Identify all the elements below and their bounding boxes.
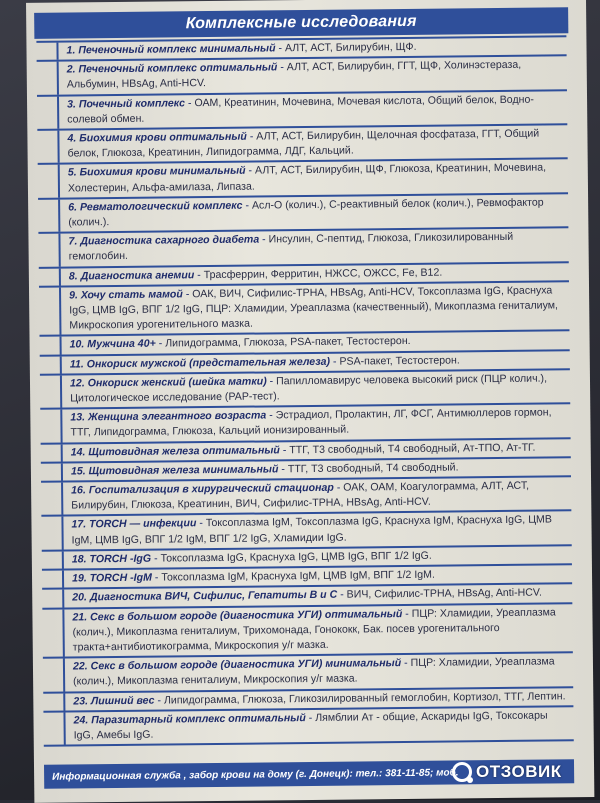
title-separator: - bbox=[196, 517, 206, 530]
test-package-contents: ПЦР: Хламидии, Уреаплазма (колич.), Микоплазма гениталиум, Трихомонада, Гонококк, Бак. посев урогенитального тракта+антибиотикограмма, Микроскопия у/г мазка. bbox=[72, 605, 556, 654]
title-separator: - bbox=[182, 288, 193, 301]
test-package-title: 22. Секс в большом городе (диагностика УГИ) минимальный bbox=[72, 657, 402, 673]
test-package-title: 18. TORCH -IgG bbox=[71, 552, 152, 566]
title-separator: - bbox=[266, 409, 276, 422]
test-package-contents: ТТГ, Т3 свободный, Т4 свободный. bbox=[287, 461, 459, 476]
test-package-row bbox=[37, 91, 567, 131]
title-separator: - bbox=[155, 337, 166, 351]
test-package-title: 12. Онкориск женский (шейка матки) bbox=[69, 375, 267, 390]
test-package-row bbox=[38, 160, 568, 200]
test-package-contents: Лямблии Ат - общие, Аскариды IgG, Токсокары IgG, Амебы IgG. bbox=[73, 709, 548, 742]
test-package-contents: Липидограмма, Глюкоза, Гликозилированный гемоглобин, Кортизол, ТТГ, Лептин. bbox=[163, 689, 566, 707]
test-package-contents: АЛТ, АСТ, Билирубин, ЩФ, Глюкоза, Креатинин, Мочевина, Холестерин, Альфа-амилаза, Липаза. bbox=[67, 161, 547, 195]
test-package-row bbox=[42, 604, 572, 659]
title-separator: - bbox=[305, 711, 316, 724]
title-separator: - bbox=[184, 96, 195, 109]
test-package-contents: PSA-пакет, Тестостерон. bbox=[339, 354, 460, 368]
test-package-title: 17. TORCH — инфекции bbox=[71, 517, 197, 531]
test-package-row bbox=[37, 125, 567, 165]
test-package-contents: ТТГ, Т3 свободный, Т4 свободный, Ат-ТПО, Ат-ТГ. bbox=[289, 441, 536, 456]
title-separator: - bbox=[279, 443, 290, 456]
test-package-contents: Трасферрин, Ферритин, НЖСС, ОЖСС, Fe, В12. bbox=[203, 266, 443, 281]
test-package-contents: Асл-О (колич.), С-реактивный белок (колич.), Ревмофактор (колич.). bbox=[68, 196, 544, 229]
test-package-title: 7. Диагностика сахарного диабета bbox=[68, 233, 260, 248]
brochure-page bbox=[26, 0, 594, 803]
test-package-title: 15. Щитовидная железа минимальный bbox=[70, 463, 279, 478]
title-separator: - bbox=[275, 42, 285, 55]
title-separator: - bbox=[259, 233, 269, 246]
test-package-row bbox=[37, 56, 567, 96]
test-package-title: 8. Диагностика анемии bbox=[68, 268, 195, 283]
title-separator: - bbox=[246, 130, 257, 143]
tests-list bbox=[36, 35, 573, 747]
test-package-row bbox=[43, 707, 573, 747]
title-separator: - bbox=[266, 375, 277, 388]
footer-contact-text: Информационная служба , забор крови на дому (г. Донецк): тел.: 381-11-85; моб. bbox=[52, 766, 459, 783]
watermark bbox=[452, 762, 562, 782]
test-package-contents: АЛТ, АСТ, Билирубин, ЩФ. bbox=[284, 40, 417, 55]
test-package-title: 21. Секс в большом городе (диагностика УГИ) оптимальный bbox=[72, 607, 403, 623]
test-package-contents: Липидограмма, Глюкоза, PSA-пакет, Тестостерон. bbox=[165, 335, 411, 350]
title-separator: - bbox=[154, 694, 164, 707]
title-separator: - bbox=[151, 552, 161, 565]
test-package-title: 14. Щитовидная железа оптимальный bbox=[70, 443, 280, 459]
test-package-contents: АЛТ, АСТ, Билирубин, Щелочная фосфатаза, ГГТ, Общий белок, Глюкоза, Креатинин, Липидограмма, ЛДГ, Кальций. bbox=[67, 127, 540, 160]
watermark-text: ОТЗОВИК bbox=[476, 762, 562, 781]
test-package-contents: Токсоплазма IgM, Токсоплазма IgG, Краснуха IgM, Краснуха IgG, ЦМВ IgM, ЦМВ IgG, ВПГ 1/2 IgM, ВПГ 1/2 IgG, Хламидии IgG. bbox=[71, 513, 552, 547]
test-package-title: 19. TORCH -IgM bbox=[71, 571, 152, 585]
test-package-row bbox=[38, 194, 568, 234]
test-package-title: 6. Ревматологический комплекс bbox=[68, 199, 243, 214]
page-title: Комплексные исследования bbox=[185, 12, 417, 33]
test-package-title: 9. Хочу стать мамой bbox=[69, 288, 183, 302]
title-separator: - bbox=[329, 355, 340, 368]
test-package-contents: Токсоплазма IgM, Краснуха IgM, ЦМВ IgM, ВПГ 1/2 IgM. bbox=[161, 568, 435, 584]
title-separator: - bbox=[401, 657, 411, 670]
title-separator: - bbox=[277, 61, 287, 74]
test-package-title: 11. Онкориск мужской (предстательная железа) bbox=[69, 355, 331, 371]
title-separator: - bbox=[333, 481, 344, 494]
title-separator: - bbox=[337, 588, 347, 602]
test-package-contents: ВИЧ, Сифилис-ТРНА, HBsAg, Anti-HCV. bbox=[346, 586, 542, 601]
test-package-row bbox=[40, 370, 570, 410]
test-package-contents: ОАМ, Креатинин, Мочевина, Мочевая кислота, Общий белок, Водно-солевой обмен. bbox=[67, 93, 534, 126]
test-package-title: 5. Биохимия крови минимальный bbox=[67, 165, 246, 179]
test-package-row bbox=[43, 653, 573, 693]
title-separator: - bbox=[151, 571, 162, 584]
test-package-contents: Токсоплазма IgG, Краснуха IgG, ЦМВ IgG, ВПГ 1/2 IgG. bbox=[160, 549, 432, 565]
test-package-row bbox=[40, 405, 570, 445]
test-package-title: 10. Мужчина 40+ bbox=[69, 338, 156, 351]
test-package-contents: ОАК, ОАМ, Коагулограмма, АЛТ, АСТ, Билирубин, Глюкоза, Креатинин, ВИЧ, Сифилис-ТРНА, HBsAg, Anti-HCV. bbox=[71, 479, 530, 512]
test-package-title: 16. Госпитализация в хирургический стационар bbox=[71, 481, 334, 497]
test-package-row bbox=[38, 228, 568, 268]
watermark-logo-icon bbox=[452, 762, 472, 782]
test-package-title: 2. Печеночный комплекс оптимальный bbox=[66, 61, 278, 76]
test-package-title: 24. Паразитарный комплекс оптимальный bbox=[73, 711, 306, 727]
title-separator: - bbox=[278, 463, 288, 476]
test-package-title: 4. Биохимия крови оптимальный bbox=[67, 130, 247, 145]
test-package-contents: АЛТ, АСТ, Билирубин, ГГТ, ЩФ, Холинэстераза, Альбумин, HBsAg, Anti-HCV. bbox=[66, 58, 522, 91]
title-separator: - bbox=[242, 199, 252, 212]
test-package-contents: Папилломавирус человека высокий риск (ПЦР колич.), Цитологическое исследование (РАР-тест). bbox=[70, 372, 548, 405]
title-separator: - bbox=[402, 607, 412, 620]
test-package-title: 20. Диагностика ВИЧ, Сифилис, Гепатиты В и С bbox=[72, 589, 338, 604]
test-package-row bbox=[41, 477, 571, 517]
test-package-contents: ПЦР: Хламидии, Уреаплазма (колич.), Микоплазма гениталиум, Микроскопия у/г мазка. bbox=[73, 655, 555, 688]
test-package-row bbox=[41, 512, 571, 552]
test-package-contents: Эстрадиол, Пролактин, ЛГ, ФСГ, Антимюллеров гормон, ТТГ, Липидограмма, Глюкоза, Кальций ионизированный. bbox=[70, 406, 552, 439]
test-package-contents: ОАК, ВИЧ, Сифилис-ТРНА, HBsAg, Anti-HCV, Токсоплазма IgG, Краснуха IgG, ЦМВ IgG, ВПГ 1/2 IgG, ПЦР: Хламидии, Уреаплазма (качественный), Микоплазма гениталиум, Микроскопия урогенительного мазка. bbox=[69, 284, 559, 332]
test-package-row bbox=[39, 282, 569, 337]
test-package-title: 23. Лишний вес bbox=[73, 694, 155, 707]
test-package-title: 13. Женщина элегантного возраста bbox=[70, 409, 267, 424]
section-header bbox=[34, 7, 568, 39]
test-package-title: 3. Почечный комплекс bbox=[67, 96, 186, 111]
test-package-contents: Инсулин, С-пептид, Глюкоза, Гликозилированный гемоглобин. bbox=[68, 231, 514, 263]
title-separator: - bbox=[194, 268, 204, 281]
title-separator: - bbox=[245, 164, 256, 178]
test-package-title: 1. Печеночный комплекс минимальный bbox=[66, 42, 276, 57]
